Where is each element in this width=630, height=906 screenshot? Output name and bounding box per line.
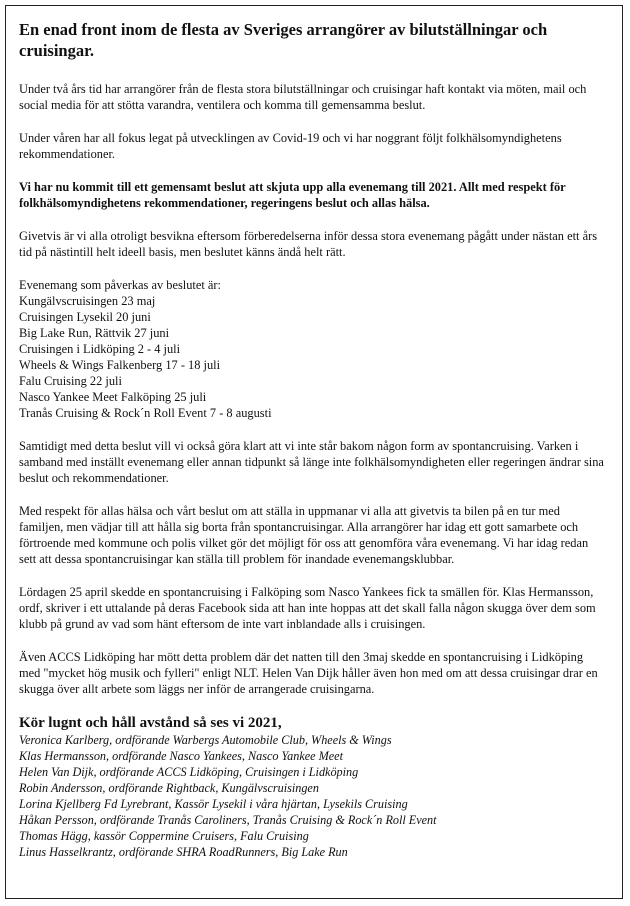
paragraph-covid: Under våren har all fokus legat på utvecklingen av Covid-19 och vi har noggrant följt folkhälsomyndighetens rekommendationer.	[19, 131, 562, 161]
paragraph-lidkoping: Även ACCS Lidköping har mött detta problem där det natten till den 3maj skedde en spontancruising i Lidköping med "mycket hög musik och fylleri" enligt NLT. Helen Van Dijk håller även hon med om att dessa cruisingar drar en skugga över allt arbete som läggs ner inför de arrangerade cruisingarna.	[19, 650, 598, 696]
paragraph-spontancruising: Samtidigt med detta beslut vill vi också göra klart att vi inte står bakom någon form av spontancruising. Varken i samband med inställt evenemang eller annan tidpunkt så länge inte folkhälsomyndigheten eller regeringen ändrar sina beslut och rekommendationer.	[19, 439, 604, 485]
signature-line: Klas Hermansson, ordförande Nasco Yankees, Nasco Yankee Meet	[19, 749, 343, 763]
event-item: Wheels & Wings Falkenberg 17 - 18 juli	[19, 358, 221, 372]
event-item: Cruisingen Lysekil 20 juni	[19, 310, 151, 324]
signature-line: Robin Andersson, ordförande Rightback, Kungälvscruisingen	[19, 781, 319, 795]
paragraph-appeal: Med respekt för allas hälsa och vårt beslut om att ställa in uppmanar vi alla att givetvis ta bilen på en tur med familjen, men vädjar till att hålla sig borta från spontancruisingar. Alla arrangörer har idag ett gott samarbete och förtroende med kommune och polis vilket gör det möjligt för oss att genomföra våra evenemang. Vi har idag redan sett att dessa spontancruisingar kan ställa till problem för inandade evenemangsklubbar.	[19, 504, 589, 566]
signature-line: Håkan Persson, ordförande Tranås Caroliners, Tranås Cruising & Rock´n Roll Event	[19, 813, 437, 827]
paragraph-falkoping: Lördagen 25 april skedde en spontancruising i Falköping som Nasco Yankees fick ta smällen för. Klas Hermansson, ordf, skriver i ett uttalande på deras Facebook sida att han inte hoppas att det skall falla någon skugga över dem som klubb på grund av vad som hänt eftersom de inte vart inblandade alls i cruisingen.	[19, 585, 596, 631]
document-title: En enad front inom de flesta av Sveriges arrangörer av bilutställningar och cruisingar.	[19, 20, 548, 60]
signature-line: Veronica Karlberg, ordförande Warbergs Automobile Club, Wheels & Wings	[19, 733, 392, 747]
document-body	[19, 19, 604, 860]
event-item: Kungälvscruisingen 23 maj	[19, 294, 156, 308]
event-item: Big Lake Run, Rättvik 27 juni	[19, 326, 170, 340]
signature-line: Helen Van Dijk, ordförande ACCS Lidköping, Cruisingen i Lidköping	[19, 765, 359, 779]
event-list	[19, 277, 604, 421]
event-item: Cruisingen i Lidköping 2 - 4 juli	[19, 342, 181, 356]
signature-list	[19, 732, 604, 860]
event-list-intro: Evenemang som påverkas av beslutet är:	[19, 278, 221, 292]
event-item: Tranås Cruising & Rock´n Roll Event 7 - 8 augusti	[19, 406, 272, 420]
event-item: Nasco Yankee Meet Falköping 25 juli	[19, 390, 207, 404]
event-item: Falu Cruising 22 juli	[19, 374, 122, 388]
paragraph-disappointment: Givetvis är vi alla otroligt besvikna eftersom förberedelserna inför dessa stora evenemang pågått under nästan ett års tid på nästintill helt ideell basis, men beslutet känns ändå helt rätt.	[19, 229, 598, 259]
signature-line: Thomas Hägg, kassör Coppermine Cruisers, Falu Cruising	[19, 829, 309, 843]
paragraph-decision: Vi har nu kommit till ett gemensamt beslut att skjuta upp alla evenemang till 2021. Allt med respekt för folkhälsomyndighetens rekommendationer, regeringens beslut och allas hälsa.	[19, 180, 566, 210]
closing-heading: Kör lugnt och håll avstånd så ses vi 2021,	[19, 715, 282, 731]
paragraph-intro: Under två års tid har arrangörer från de flesta stora bilutställningar och cruisingar haft kontakt via möten, mail och social media för att stötta varandra, ventilera och komma till gemensamma beslut.	[19, 82, 587, 112]
signature-line: Linus Hasselkrantz, ordförande SHRA RoadRunners, Big Lake Run	[19, 845, 348, 859]
signature-line: Lorina Kjellberg Fd Lyrebrant, Kassör Lysekil i våra hjärtan, Lysekils Cruising	[19, 797, 408, 811]
